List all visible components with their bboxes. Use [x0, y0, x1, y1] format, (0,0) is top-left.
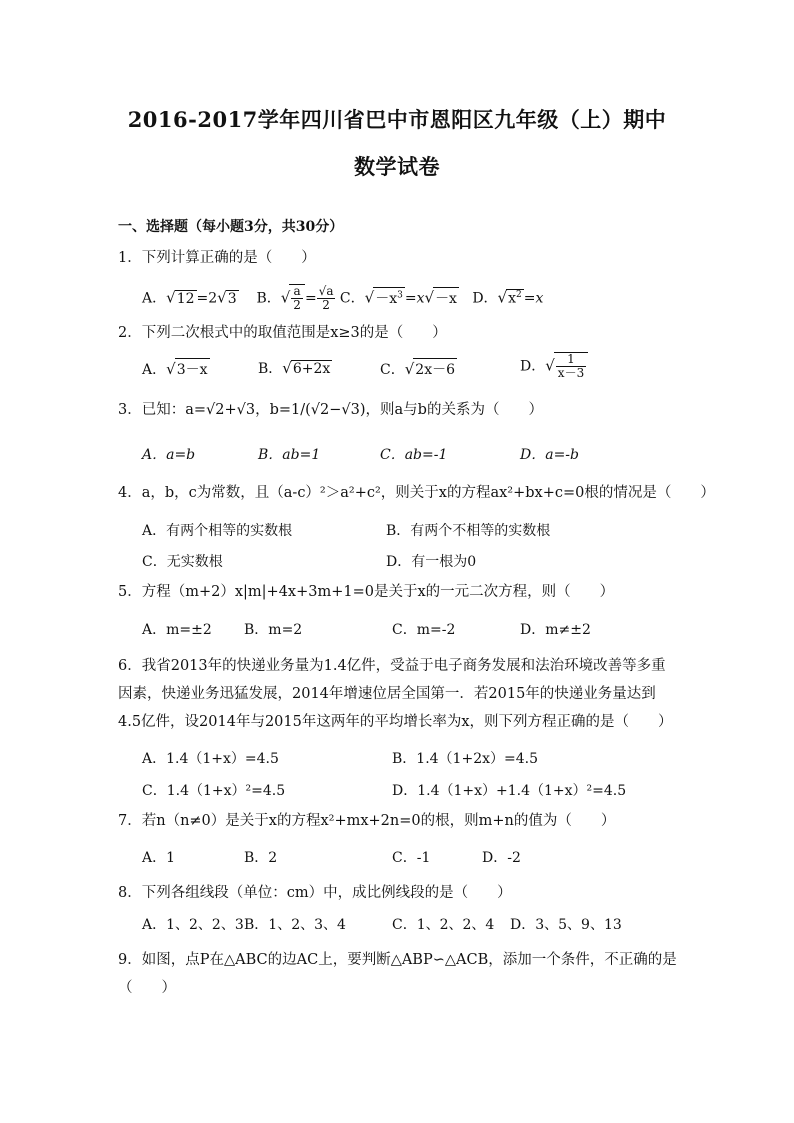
question-7-option-b: B．2: [244, 850, 278, 866]
question-5-option-d: D．m≠±2: [520, 622, 591, 638]
question-3-option-d: D．a=-b: [520, 447, 579, 463]
question-8-option-d: D．3、5、9、13: [510, 917, 622, 933]
question-1-stem: 1．下列计算正确的是（ ）: [118, 250, 316, 266]
question-5-stem: 5．方程（m+2）x|m|+4x+3m+1=0是关于x的一元二次方程，则（ ）: [118, 584, 615, 600]
question-1-options: A．√12 =2√3 B．√ $\frac{a}{2}$ = $\frac{√a}{2}$ C．$√-x^3 =x√-x$ D．$√x^2 =x$: [142, 284, 544, 312]
question-7-option-a: A．1: [142, 850, 176, 866]
question-6-stem: 6．我省2013年的快递业务量为1.4亿件，受益于电子商务发展和法治环境改善等多重因素，快递业务迅猛发展，2014年增速位居全国第一．若2015年的快递业务量达到4.5亿件，设2014年与2015年这两年的平均增长率为x，则下列方程正确的是（ ）: [118, 658, 673, 730]
question-8-option-c: C．1、2、2、4: [392, 917, 495, 933]
question-2-option-a: A．√3－x: [142, 360, 208, 378]
question-7-option-c: C．-1: [392, 850, 431, 866]
section-heading: 一、选择题（每小题3分，共30分）: [118, 219, 344, 235]
question-3-stem: 3．已知：a=√2+√3，b=1/(√2−√3)，则a与b的关系为（ ）: [118, 402, 543, 418]
question-4-stem: 4．a，b，c为常数，且（a-c）²＞a²+c²，则关于x的方程ax²+bx+c=0根的情况是（ ）: [118, 485, 715, 501]
question-4-option-b: B．有两个不相等的实数根: [386, 523, 551, 539]
question-4-option-c: C．无实数根: [142, 554, 223, 570]
question-2-option-c: C．√2x－6: [380, 360, 455, 378]
question-5-option-a: A．m=±2: [142, 622, 212, 638]
question-2-option-b: B．√6+2x: [258, 359, 331, 377]
page-title-line-1: 2016-2017学年四川省巴中市恩阳区九年级（上）期中: [127, 107, 667, 132]
page-title-line-2: 数学试卷: [354, 154, 440, 179]
question-3-option-a: A．a=b: [142, 447, 196, 463]
question-4-option-d: D．有一根为0: [386, 554, 477, 570]
question-3-option-c: C．ab=-1: [380, 447, 448, 463]
question-6-option-a: A．1.4（1+x）=4.5: [142, 751, 279, 767]
question-7-option-d: D．-2: [482, 850, 521, 866]
question-6-option-c: C．1.4（1+x）²=4.5: [142, 783, 286, 799]
question-5-option-b: B．m=2: [244, 622, 303, 638]
question-2-option-d: D．√ $\frac{1}{x-3}$: [520, 352, 588, 380]
question-2-stem: 2．下列二次根式中的取值范围是x≥3的是（ ）: [118, 325, 447, 341]
question-8-option-b: B．1、2、3、4: [244, 917, 346, 933]
question-8-option-a: A．1、2、2、3: [142, 917, 244, 933]
question-6-option-d: D．1.4（1+x）+1.4（1+x）²=4.5: [392, 783, 627, 799]
question-7-stem: 7．若n（n≠0）是关于x的方程x²+mx+2n=0的根，则m+n的值为（ ）: [118, 813, 616, 829]
question-3-option-b: B．ab=1: [258, 447, 321, 463]
question-4-option-a: A．有两个相等的实数根: [142, 523, 293, 539]
question-8-stem: 8．下列各组线段（单位：cm）中，成比例线段的是（ ）: [118, 885, 512, 901]
question-6-option-b: B．1.4（1+2x）=4.5: [392, 751, 538, 767]
question-9-stem: 9．如图，点P在△ABC的边AC上，要判断△ABP∽△ACB，添加一个条件，不正确的是（ ）: [118, 952, 677, 996]
question-5-option-c: C．m=-2: [392, 622, 456, 638]
